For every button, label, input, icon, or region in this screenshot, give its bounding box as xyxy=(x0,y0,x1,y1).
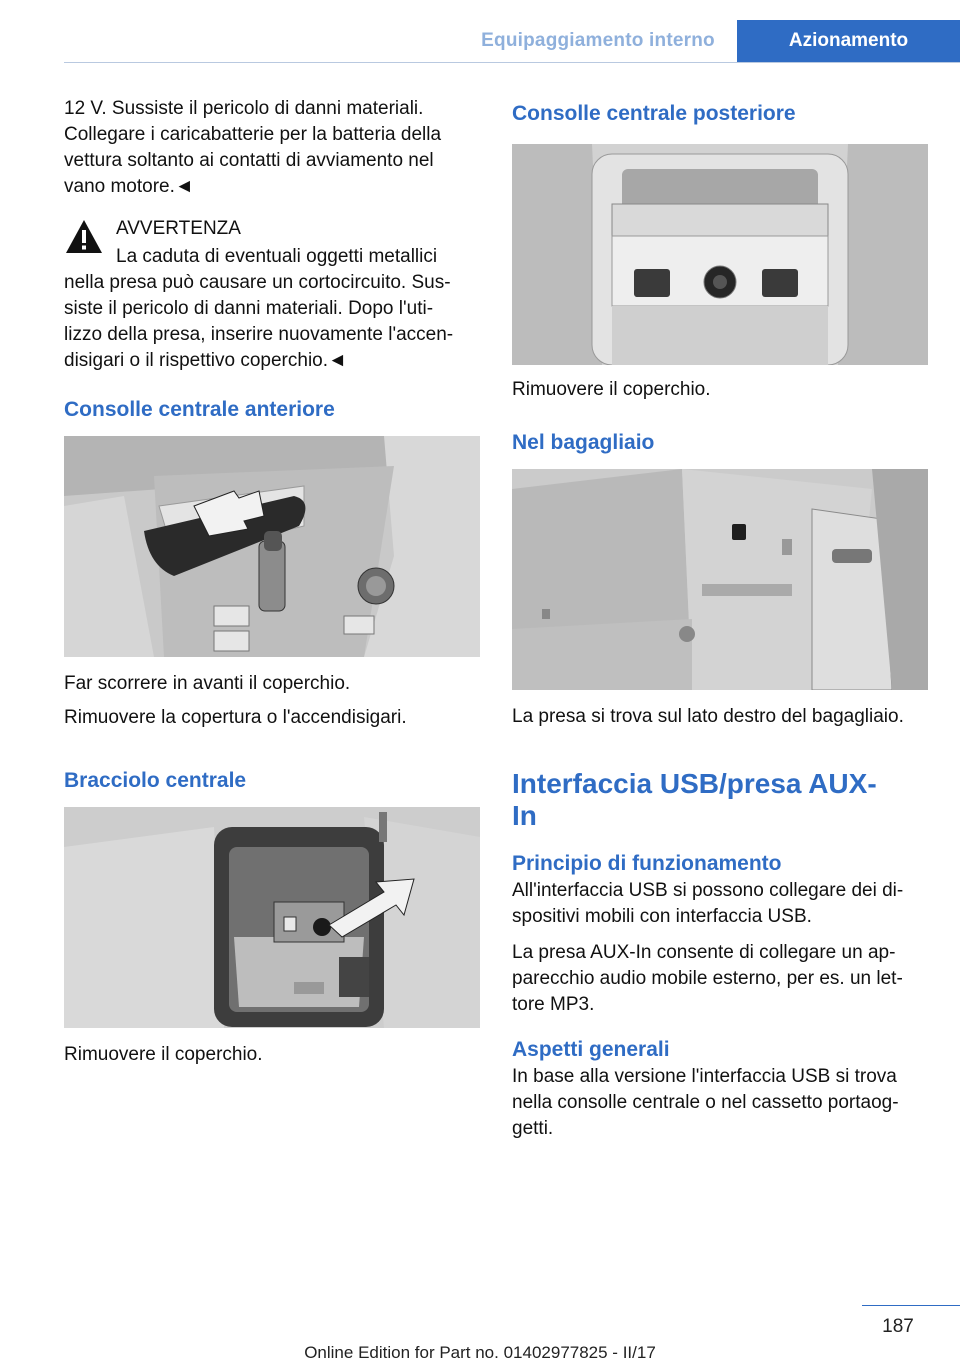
principle-line: spositivi mobili con interfaccia USB. xyxy=(512,906,812,927)
front-console-image xyxy=(64,436,480,657)
intro-line: vano motore.◄ xyxy=(64,176,194,197)
usb-title-line: In xyxy=(512,800,537,831)
principle-line: tore MP3. xyxy=(512,994,595,1015)
header-divider xyxy=(64,62,960,63)
general-paragraph xyxy=(512,1064,928,1142)
header-section-title: Equipaggiamento interno xyxy=(481,30,715,51)
front-console-heading: Consolle centrale anteriore xyxy=(64,398,335,421)
principle-heading: Principio di funzionamento xyxy=(512,852,782,875)
general-line: nella consolle centrale o nel cassetto portaog‐ xyxy=(512,1092,899,1113)
principle-line: La presa AUX-In consente di collegare un ap‐ xyxy=(512,942,896,963)
intro-line: Collegare i caricabatterie per la batteria della xyxy=(64,124,442,145)
armrest-image xyxy=(64,807,480,1028)
rear-console-image xyxy=(512,144,928,365)
warning-line: siste il pericolo di danni materiali. Dopo l'uti‐ xyxy=(64,298,434,319)
armrest-heading: Bracciolo centrale xyxy=(64,769,247,792)
header-chapter-tab: Azionamento xyxy=(737,20,960,62)
usb-title xyxy=(512,768,928,832)
principle-line: All'interfaccia USB si possono collegare dei di‐ xyxy=(512,880,904,901)
intro-line: 12 V. Sussiste il pericolo di danni materiali. xyxy=(64,98,424,119)
general-line: In base alla versione l'interfaccia USB si trova xyxy=(512,1066,897,1087)
warning-line: La caduta di eventuali oggetti metallici xyxy=(116,246,438,267)
trunk-image xyxy=(512,469,928,690)
rear-console-step-1: Rimuovere il coperchio. xyxy=(512,379,711,400)
rear-console-heading: Consolle centrale posteriore xyxy=(512,102,796,125)
general-line: getti. xyxy=(512,1118,554,1139)
right-column xyxy=(512,96,928,1142)
warning-line: lizzo della presa, inserire nuovamente l'accen‐ xyxy=(64,324,454,345)
front-console-step-2: Rimuovere la copertura o l'accendisigari. xyxy=(64,707,407,728)
usb-title-line: Interfaccia USB/presa AUX- xyxy=(512,768,877,799)
intro-line: vettura soltanto ai contatti di avviamento nel xyxy=(64,150,434,171)
warning-line: nella presa può causare un cortocircuito. Sus‐ xyxy=(64,272,451,293)
page-number: 187 xyxy=(882,1316,914,1337)
left-column xyxy=(64,96,480,1068)
principle-line: parecchio audio mobile esterno, per es. un let‐ xyxy=(512,968,903,989)
armrest-step-1: Rimuovere il coperchio. xyxy=(64,1044,263,1065)
warning-triangle-icon xyxy=(64,218,104,256)
principle-paragraph-2 xyxy=(512,940,928,1018)
warning-line: disigari o il rispettivo coperchio.◄ xyxy=(64,350,347,371)
front-console-step-1: Far scorrere in avanti il coperchio. xyxy=(64,673,351,694)
trunk-heading: Nel bagagliaio xyxy=(512,431,655,454)
intro-paragraph xyxy=(64,96,480,200)
footer-divider xyxy=(862,1305,960,1306)
warning-title: AVVERTENZA xyxy=(116,218,241,239)
general-heading: Aspetti generali xyxy=(512,1038,670,1061)
warning-block xyxy=(64,214,480,374)
footer-edition: Online Edition for Part no. 01402977825 - II/17 xyxy=(304,1343,656,1362)
principle-paragraph-1 xyxy=(512,878,928,930)
trunk-text: La presa si trova sul lato destro del bagagliaio. xyxy=(512,706,904,727)
